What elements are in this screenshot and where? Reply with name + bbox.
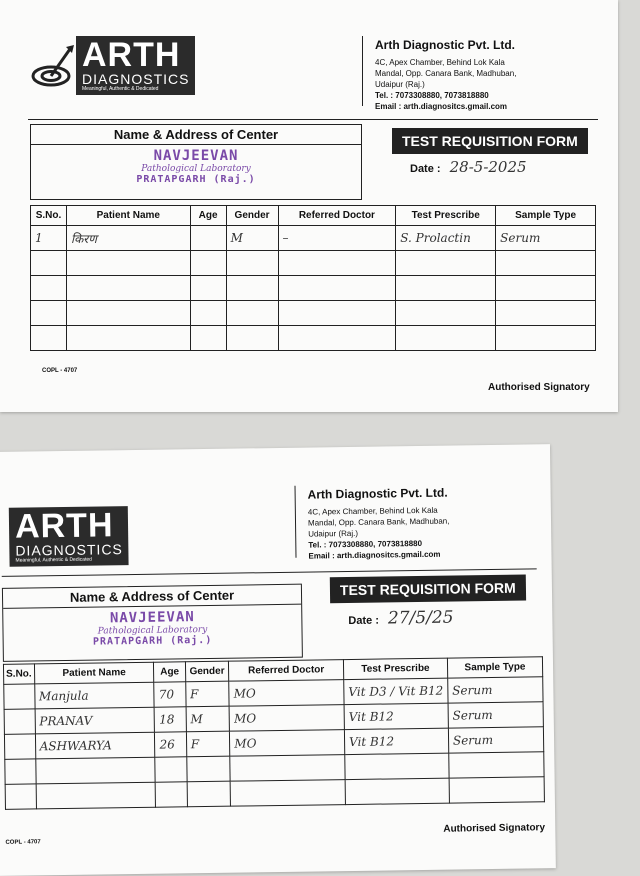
column-header: S.No. [31,206,67,226]
table-cell: – [278,226,396,251]
table-cell [4,684,35,709]
column-header: Sample Type [496,206,596,226]
table-cell: Serum [448,677,543,703]
column-header: Sample Type [447,657,542,678]
table-row [31,226,596,251]
date-label: Date : [348,614,380,628]
table-cell [31,326,67,351]
table-row [31,326,596,351]
column-header: Patient Name [34,662,154,684]
logo-tagline: Meaningful, Authentic & Dedicated [15,556,93,564]
center-address-box [2,584,303,662]
table-cell [226,301,278,326]
table-cell [230,755,345,782]
patient-table [30,205,596,351]
table-cell [4,734,35,759]
table-cell [31,276,67,301]
table-cell: MO [230,730,345,757]
company-address-3: Udaipur (Raj.) [375,80,425,89]
table-cell: Vit B12 [344,728,448,754]
authorised-signatory: Authorised Signatory [443,822,546,835]
table-cell: S. Prolactin [396,226,496,251]
logo-tagline: Meaningful, Authentic & Dedicated [82,86,159,92]
stamp-line-2: Pathological Laboratory [141,164,251,174]
table-cell [345,778,449,804]
table-cell: Serum [448,727,543,753]
column-header: S.No. [3,664,34,684]
table-cell: F [185,681,229,707]
table-cell: Manjula [34,682,154,709]
table-cell: Serum [496,226,596,251]
table-cell [230,780,345,807]
table-cell [396,251,496,276]
table-cell [5,759,36,784]
company-name: Arth Diagnostic Pvt. Ltd. [307,485,448,502]
column-header: Referred Doctor [278,206,396,226]
column-header: Gender [226,206,278,226]
center-title: Name & Address of Center [31,125,361,145]
stamp-line-1: NAVJEEVAN [109,609,195,627]
arth-logo [9,506,129,567]
table-cell [66,301,190,326]
divider [28,119,598,120]
table-header-row [31,206,596,226]
date-value: 27/5/25 [387,607,454,629]
form-title: TEST REQUISITION FORM [330,575,526,604]
column-header: Patient Name [66,206,190,226]
table-cell: MO [229,705,344,732]
company-email: Email : arth.diagnositcs.gmail.com [308,549,441,561]
table-cell: Vit B12 [344,703,448,729]
center-stamp [31,148,361,185]
table-cell [496,276,596,301]
column-header: Test Prescribe [396,206,496,226]
table-row [31,301,596,326]
column-header: Age [190,206,226,226]
date-field [410,158,527,176]
table-cell [396,326,496,351]
company-phone: Tel. : 7073308880, 7073818880 [375,91,489,100]
date-label: Date : [410,163,441,175]
table-cell: F [186,731,230,757]
company-name: Arth Diagnostic Pvt. Ltd. [375,38,516,52]
table-cell [31,301,67,326]
table-cell [449,752,544,778]
table-cell [190,226,226,251]
stamp-line-2: Pathological Laboratory [97,624,208,637]
table-cell [496,326,596,351]
table-cell [396,301,496,326]
center-address-box [30,124,362,200]
table-cell [278,276,396,301]
table-cell [278,301,396,326]
date-field [348,608,453,629]
company-info [362,36,517,111]
requisition-form-1 [0,0,618,412]
table-cell: PRANAV [35,707,155,734]
table-cell [278,251,396,276]
company-address-1: 4C, Apex Chamber, Behind Lok Kala [307,505,438,517]
table-cell [66,276,190,301]
date-value: 28-5-2025 [449,158,527,176]
table-cell [190,251,226,276]
patient-table [3,656,545,810]
company-address-2: Mandal, Opp. Canara Bank, Madhuban, [375,69,517,78]
form-title: TEST REQUISITION FORM [392,128,588,154]
column-header: Gender [185,661,229,682]
column-header: Test Prescribe [343,658,447,679]
company-address-1: 4C, Apex Chamber, Behind Lok Kala [375,58,505,67]
table-cell [226,276,278,301]
table-cell: M [226,226,278,251]
table-cell: 26 [155,732,187,757]
table-cell [66,251,190,276]
table-cell: 1 [31,226,67,251]
center-stamp [3,608,301,649]
table-cell [186,756,230,782]
table-cell: 18 [155,707,187,732]
table-cell [31,251,67,276]
table-cell [496,251,596,276]
table-cell: 70 [154,682,186,707]
logo-wordmark: ARTH [14,506,114,546]
table-cell [156,782,188,807]
stamp-line-3: PRATAPGARH (Raj.) [136,174,256,185]
column-header: Age [154,662,186,682]
table-cell [35,757,155,784]
table-cell [345,753,449,779]
table-cell: Serum [448,702,543,728]
table-cell [496,301,596,326]
logo-wordmark: ARTH [82,36,181,74]
company-address-2: Mandal, Opp. Canara Bank, Madhuban, [307,516,450,528]
table-cell [155,757,187,782]
target-icon [30,43,76,89]
table-cell [226,326,278,351]
logo-subtitle: DIAGNOSTICS [82,71,190,87]
table-cell [190,326,226,351]
company-phone: Tel. : 7073308880, 7073818880 [308,538,423,550]
table-cell [278,326,396,351]
logo-subtitle: DIAGNOSTICS [15,541,123,559]
table-cell: M [186,706,230,732]
table-cell: Vit D3 / Vit B12 [344,678,448,704]
table-cell [190,276,226,301]
table-cell [4,709,35,734]
company-info [295,484,450,561]
stamp-line-1: NAVJEEVAN [153,148,239,164]
copl-code: COPL - 4707 [42,368,78,374]
table-cell [187,781,231,807]
company-address-3: Udaipur (Raj.) [308,528,359,539]
stamp-line-3: PRATAPGARH (Raj.) [92,634,213,648]
center-title: Name & Address of Center [3,585,301,609]
table-cell [5,784,36,809]
table-cell [226,251,278,276]
table-cell [190,301,226,326]
table-cell [449,777,544,803]
table-row [31,276,596,301]
table-cell [66,326,190,351]
table-row [31,251,596,276]
arth-logo [30,36,195,95]
table-cell: ASHWARYA [35,732,155,759]
column-header: Referred Doctor [229,660,344,682]
requisition-form-2 [0,444,556,876]
table-cell: किरण [66,226,190,251]
authorised-signatory: Authorised Signatory [488,382,590,393]
table-cell [396,276,496,301]
table-cell [36,782,156,809]
company-email: Email : arth.diagnositcs.gmail.com [375,102,508,111]
table-cell: MO [229,680,344,707]
copl-code: COPL - 4707 [5,839,41,846]
